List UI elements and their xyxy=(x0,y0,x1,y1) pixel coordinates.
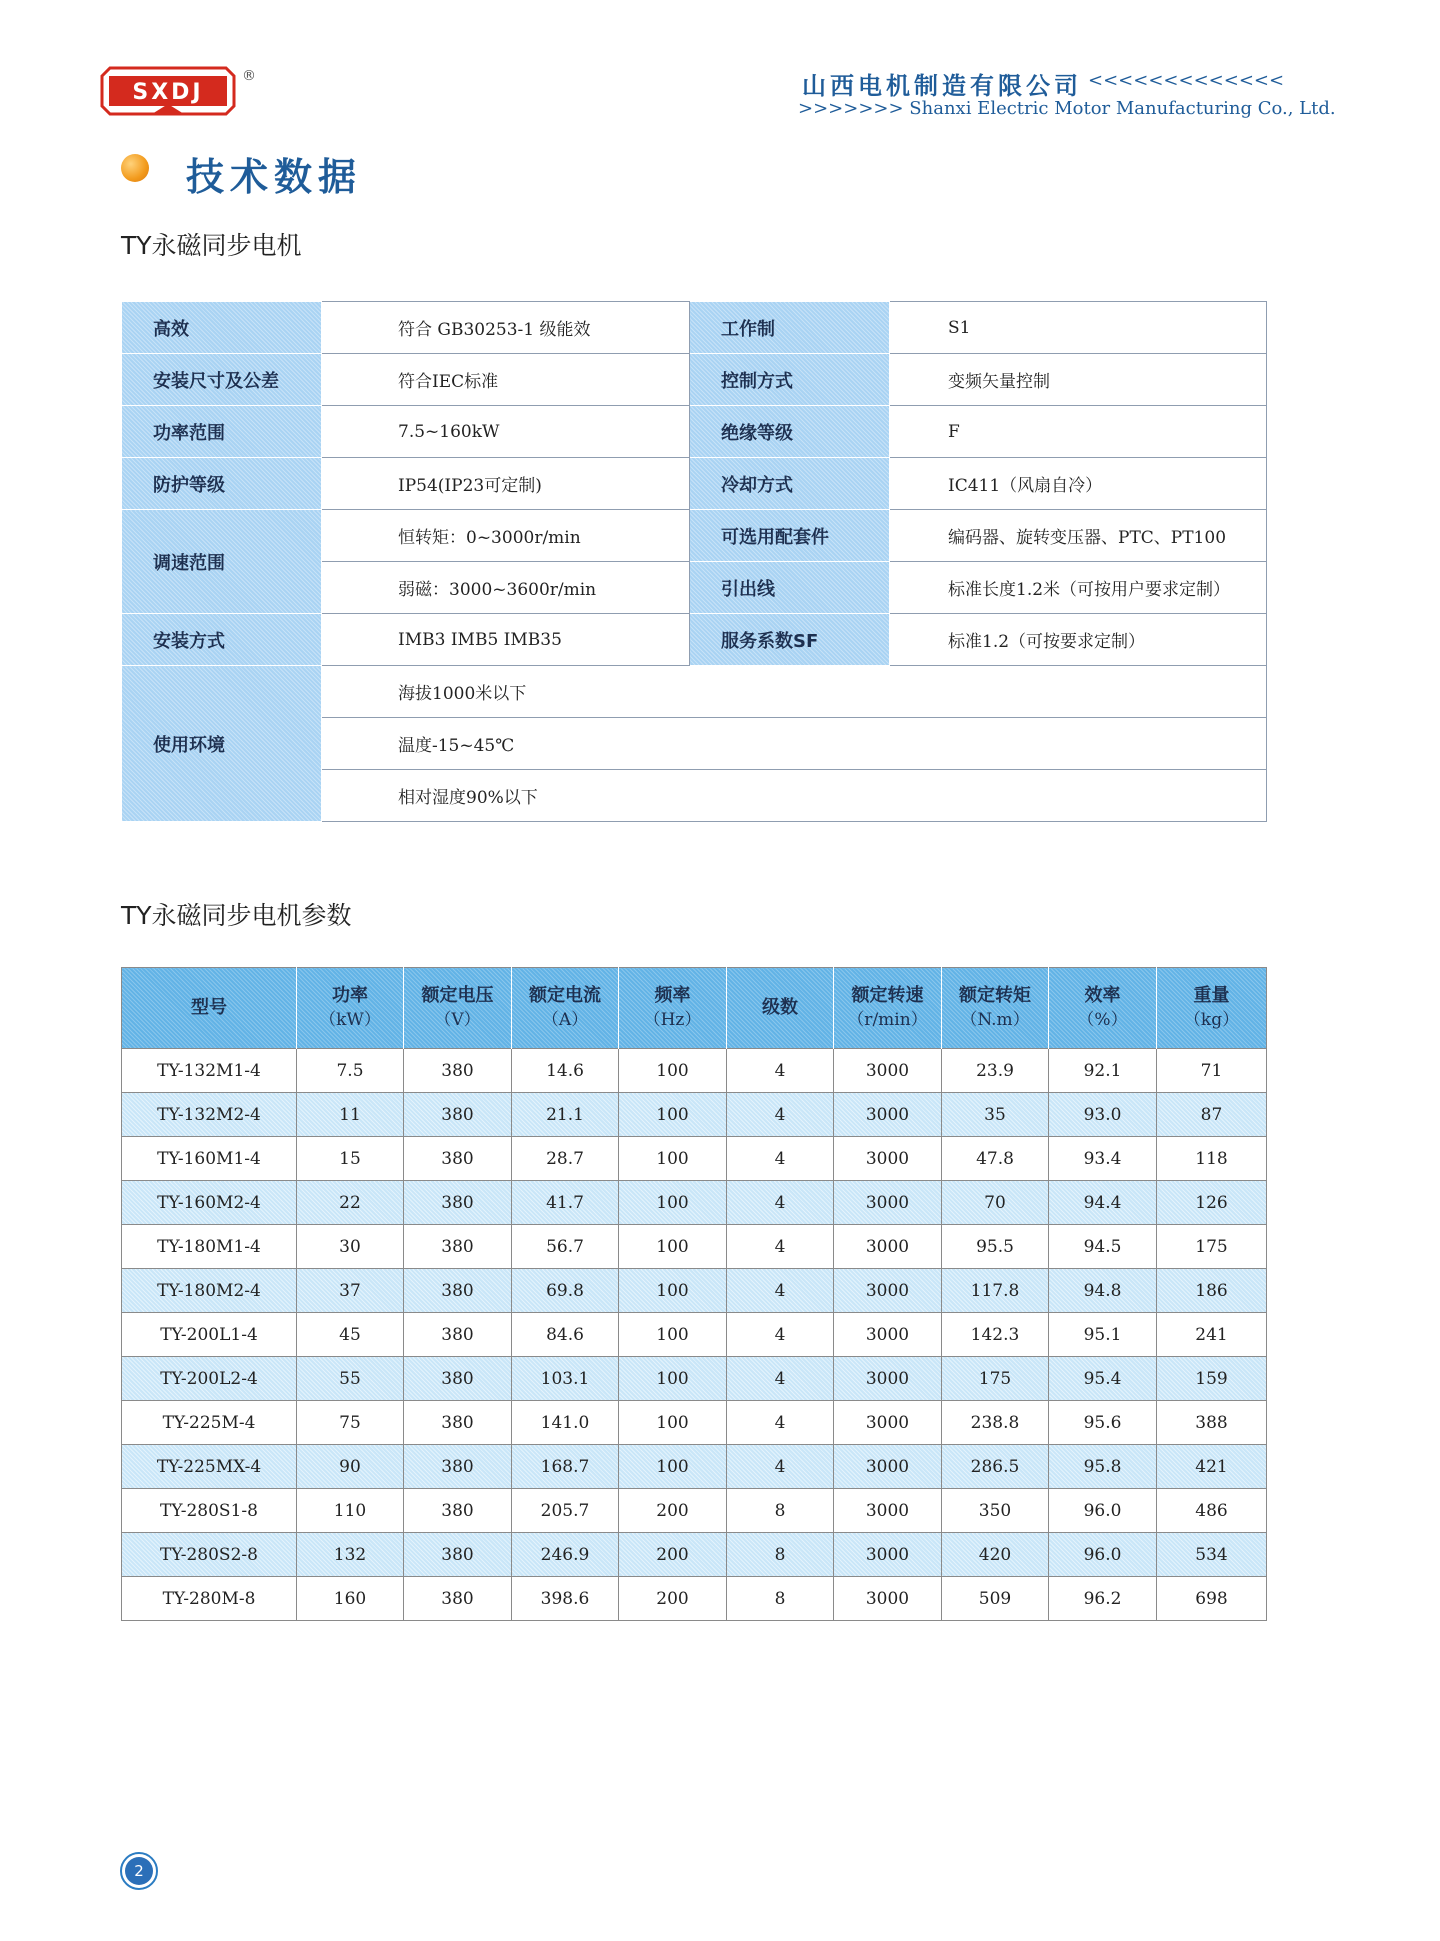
table-cell: 69.8 xyxy=(512,1269,619,1313)
table-cell: 96.0 xyxy=(1049,1533,1157,1577)
spec-label: 防护等级 xyxy=(122,458,322,510)
table-cell: TY-180M2-4 xyxy=(122,1269,297,1313)
column-header xyxy=(297,968,404,1049)
table-cell: 4 xyxy=(727,1137,834,1181)
spec-value: 7.5~160kW xyxy=(322,406,690,458)
table-cell: 3000 xyxy=(834,1533,942,1577)
table-cell: 95.6 xyxy=(1049,1401,1157,1445)
table-cell: 15 xyxy=(297,1137,404,1181)
table-cell: 28.7 xyxy=(512,1137,619,1181)
table-cell: 100 xyxy=(619,1445,727,1489)
table-row xyxy=(122,1093,1267,1137)
column-header-label: 频率 xyxy=(654,985,691,1006)
table-cell: 96.0 xyxy=(1049,1489,1157,1533)
spec-row xyxy=(122,458,1267,510)
table-cell: 7.5 xyxy=(297,1049,404,1093)
table-cell: 100 xyxy=(619,1313,727,1357)
spec-label: 功率范围 xyxy=(122,406,322,458)
table-cell: 241 xyxy=(1157,1313,1267,1357)
table-cell: 90 xyxy=(297,1445,404,1489)
table-cell: 70 xyxy=(942,1181,1049,1225)
table-cell: 4 xyxy=(727,1313,834,1357)
spec-label: 服务系数SF xyxy=(690,614,890,666)
spec-value: F xyxy=(890,406,1267,458)
table-cell: 4 xyxy=(727,1093,834,1137)
company-logo xyxy=(100,66,236,118)
table-cell: 141.0 xyxy=(512,1401,619,1445)
table-cell: 11 xyxy=(297,1093,404,1137)
table-cell: 3000 xyxy=(834,1093,942,1137)
table-cell: 56.7 xyxy=(512,1225,619,1269)
table-row xyxy=(122,1269,1267,1313)
table-cell: 3000 xyxy=(834,1489,942,1533)
column-header-unit: （r/min） xyxy=(847,1010,928,1030)
company-name-en: >>>>>>> Shanxi Electric Motor Manufacturing Co., Ltd. xyxy=(798,98,1336,119)
table-cell: 110 xyxy=(297,1489,404,1533)
table-cell: 14.6 xyxy=(512,1049,619,1093)
table-cell: 380 xyxy=(404,1313,512,1357)
registered-mark: ® xyxy=(242,68,256,84)
table-cell: 3000 xyxy=(834,1445,942,1489)
table-cell: 534 xyxy=(1157,1533,1267,1577)
spec-label: 调速范围 xyxy=(122,510,322,614)
table-cell: TY-160M1-4 xyxy=(122,1137,297,1181)
table-cell: 398.6 xyxy=(512,1577,619,1621)
table-row xyxy=(122,1049,1267,1093)
table-cell: 380 xyxy=(404,1093,512,1137)
spec-value: 恒转矩：0~3000r/min xyxy=(322,510,690,562)
table-cell: 3000 xyxy=(834,1577,942,1621)
table-cell: 95.1 xyxy=(1049,1313,1157,1357)
table-cell: 92.1 xyxy=(1049,1049,1157,1093)
table-cell: 238.8 xyxy=(942,1401,1049,1445)
table-cell: 205.7 xyxy=(512,1489,619,1533)
table-cell: 186 xyxy=(1157,1269,1267,1313)
spec-row xyxy=(122,510,1267,562)
table-cell: 3000 xyxy=(834,1313,942,1357)
table-cell: TY-280S1-8 xyxy=(122,1489,297,1533)
spec-label: 冷却方式 xyxy=(690,458,890,510)
table-cell: 388 xyxy=(1157,1401,1267,1445)
table-cell: 159 xyxy=(1157,1357,1267,1401)
table-cell: 37 xyxy=(297,1269,404,1313)
table-cell: 3000 xyxy=(834,1137,942,1181)
column-header xyxy=(1157,968,1267,1049)
table-cell: 94.4 xyxy=(1049,1181,1157,1225)
table-cell: 175 xyxy=(1157,1225,1267,1269)
spec-value: 符合IEC标准 xyxy=(322,354,690,406)
table-cell: 200 xyxy=(619,1489,727,1533)
table-cell: 168.7 xyxy=(512,1445,619,1489)
column-header xyxy=(619,968,727,1049)
table-cell: 75 xyxy=(297,1401,404,1445)
table-cell: TY-180M1-4 xyxy=(122,1225,297,1269)
table-cell: 118 xyxy=(1157,1137,1267,1181)
table-cell: 4 xyxy=(727,1357,834,1401)
table-cell: 3000 xyxy=(834,1269,942,1313)
table-cell: 175 xyxy=(942,1357,1049,1401)
table-cell: 132 xyxy=(297,1533,404,1577)
table-cell: 3000 xyxy=(834,1357,942,1401)
table-cell: 126 xyxy=(1157,1181,1267,1225)
table-cell: 200 xyxy=(619,1533,727,1577)
table-cell: 96.2 xyxy=(1049,1577,1157,1621)
table-cell: 380 xyxy=(404,1049,512,1093)
table-cell: 100 xyxy=(619,1357,727,1401)
table-cell: 100 xyxy=(619,1225,727,1269)
page-number-badge xyxy=(120,1852,158,1890)
spec-label: 工作制 xyxy=(690,302,890,354)
column-header-label: 效率 xyxy=(1084,985,1121,1006)
column-header-label: 功率 xyxy=(332,985,368,1006)
column-header-unit: （kW） xyxy=(319,1010,381,1030)
table-row xyxy=(122,1357,1267,1401)
table-cell: 142.3 xyxy=(942,1313,1049,1357)
table-cell: TY-225MX-4 xyxy=(122,1445,297,1489)
table-cell: 93.4 xyxy=(1049,1137,1157,1181)
spec-label: 引出线 xyxy=(690,562,890,614)
table-cell: 95.5 xyxy=(942,1225,1049,1269)
table-row xyxy=(122,1181,1267,1225)
table-cell: 420 xyxy=(942,1533,1049,1577)
spec-label: 可选用配套件 xyxy=(690,510,890,562)
table-cell: 95.4 xyxy=(1049,1357,1157,1401)
table-cell: 3000 xyxy=(834,1225,942,1269)
spec-value: 编码器、旋转变压器、PTC、PT100 xyxy=(890,510,1267,562)
table-row xyxy=(122,1533,1267,1577)
column-header-unit: （kg） xyxy=(1183,1010,1240,1030)
params-body xyxy=(122,1049,1267,1621)
table-cell: 100 xyxy=(619,1137,727,1181)
column-header-label: 级数 xyxy=(762,997,798,1018)
column-header xyxy=(727,968,834,1049)
table-cell: 380 xyxy=(404,1489,512,1533)
spec-value: 弱磁：3000~3600r/min xyxy=(322,562,690,614)
column-header xyxy=(942,968,1049,1049)
column-header-unit: （V） xyxy=(434,1010,481,1030)
table-cell: 4 xyxy=(727,1225,834,1269)
column-header-unit: （Hz） xyxy=(643,1010,702,1030)
table-cell: 100 xyxy=(619,1181,727,1225)
table-cell: 71 xyxy=(1157,1049,1267,1093)
table-cell: 509 xyxy=(942,1577,1049,1621)
table-cell: 200 xyxy=(619,1577,727,1621)
spec-value: 标准长度1.2米（可按用户要求定制） xyxy=(890,562,1267,614)
company-name-cn: 山西电机制造有限公司 xyxy=(802,72,1082,100)
table-cell: TY-160M2-4 xyxy=(122,1181,297,1225)
decorative-arrows: <<<<<<<<<<<<< xyxy=(1088,70,1285,91)
table-row xyxy=(122,1489,1267,1533)
spec-label: 高效 xyxy=(122,302,322,354)
env-value: 海拔1000米以下 xyxy=(322,666,1267,718)
spec-value: S1 xyxy=(890,302,1267,354)
table-cell: 4 xyxy=(727,1401,834,1445)
table-cell: 4 xyxy=(727,1445,834,1489)
column-header xyxy=(834,968,942,1049)
params-header-row xyxy=(122,968,1267,1049)
table-row xyxy=(122,1137,1267,1181)
table-cell: 246.9 xyxy=(512,1533,619,1577)
table-cell: TY-280S2-8 xyxy=(122,1533,297,1577)
spec-value: IP54(IP23可定制) xyxy=(322,458,690,510)
table-cell: 35 xyxy=(942,1093,1049,1137)
column-header-label: 重量 xyxy=(1193,985,1230,1006)
table-row xyxy=(122,1445,1267,1489)
column-header-label: 额定转矩 xyxy=(959,985,1031,1006)
table-cell: 22 xyxy=(297,1181,404,1225)
table-cell: TY-132M2-4 xyxy=(122,1093,297,1137)
spec-row xyxy=(122,302,1267,354)
table-cell: 8 xyxy=(727,1533,834,1577)
table-row xyxy=(122,1225,1267,1269)
spec-row xyxy=(122,614,1267,666)
column-header-unit: （A） xyxy=(541,1010,589,1030)
table-cell: 93.0 xyxy=(1049,1093,1157,1137)
table-row xyxy=(122,1401,1267,1445)
table-cell: 30 xyxy=(297,1225,404,1269)
spec-value: IMB3 IMB5 IMB35 xyxy=(322,614,690,666)
table-cell: 698 xyxy=(1157,1577,1267,1621)
column-header xyxy=(122,968,297,1049)
table-cell: 380 xyxy=(404,1533,512,1577)
spec-value: 标准1.2（可按要求定制） xyxy=(890,614,1267,666)
column-header-label: 型号 xyxy=(191,997,227,1018)
table-cell: 3000 xyxy=(834,1401,942,1445)
table-cell: 380 xyxy=(404,1225,512,1269)
spec-label: 安装方式 xyxy=(122,614,322,666)
table-cell: 8 xyxy=(727,1489,834,1533)
table-cell: 94.8 xyxy=(1049,1269,1157,1313)
table-cell: 41.7 xyxy=(512,1181,619,1225)
spec-row xyxy=(122,406,1267,458)
logo-text: SXDJ xyxy=(132,80,204,105)
table-cell: TY-200L1-4 xyxy=(122,1313,297,1357)
column-header-label: 额定转速 xyxy=(851,985,924,1006)
table-cell: 84.6 xyxy=(512,1313,619,1357)
table-cell: 103.1 xyxy=(512,1357,619,1401)
table-cell: 380 xyxy=(404,1577,512,1621)
column-header xyxy=(404,968,512,1049)
table-cell: 160 xyxy=(297,1577,404,1621)
spec-value: 符合 GB30253-1 级能效 xyxy=(322,302,690,354)
env-value: 相对湿度90%以下 xyxy=(322,770,1267,822)
table-cell: 4 xyxy=(727,1181,834,1225)
table-cell: 380 xyxy=(404,1137,512,1181)
column-header-unit: （%） xyxy=(1077,1010,1128,1030)
table-cell: 380 xyxy=(404,1357,512,1401)
column-header-label: 额定电压 xyxy=(421,985,494,1006)
column-header-label: 额定电流 xyxy=(529,985,601,1006)
table-cell: 4 xyxy=(727,1049,834,1093)
table-cell: 421 xyxy=(1157,1445,1267,1489)
table-cell: 55 xyxy=(297,1357,404,1401)
table-cell: 47.8 xyxy=(942,1137,1049,1181)
table-cell: 486 xyxy=(1157,1489,1267,1533)
table-cell: 23.9 xyxy=(942,1049,1049,1093)
spec-table xyxy=(121,301,1267,822)
table-cell: 117.8 xyxy=(942,1269,1049,1313)
table-cell: 87 xyxy=(1157,1093,1267,1137)
column-header-unit: （N.m） xyxy=(960,1010,1030,1030)
table-cell: TY-280M-8 xyxy=(122,1577,297,1621)
table-cell: 286.5 xyxy=(942,1445,1049,1489)
env-row xyxy=(122,666,1267,718)
column-header xyxy=(1049,968,1157,1049)
spec-label: 绝缘等级 xyxy=(690,406,890,458)
section-title: 技术数据 xyxy=(186,155,363,199)
spec-value: 变频矢量控制 xyxy=(890,354,1267,406)
spec-value: IC411（风扇自冷） xyxy=(890,458,1267,510)
table-cell: 95.8 xyxy=(1049,1445,1157,1489)
spec-row xyxy=(122,354,1267,406)
table-cell: TY-132M1-4 xyxy=(122,1049,297,1093)
table-cell: 380 xyxy=(404,1401,512,1445)
table-cell: 3000 xyxy=(834,1049,942,1093)
table-cell: 100 xyxy=(619,1401,727,1445)
table-cell: 380 xyxy=(404,1445,512,1489)
table-cell: 8 xyxy=(727,1577,834,1621)
table-cell: 100 xyxy=(619,1269,727,1313)
orange-bullet-icon xyxy=(121,154,149,182)
table-row xyxy=(122,1313,1267,1357)
column-header xyxy=(512,968,619,1049)
env-value: 温度-15~45℃ xyxy=(322,718,1267,770)
table-cell: 100 xyxy=(619,1049,727,1093)
page-number: 2 xyxy=(125,1857,153,1885)
env-label: 使用环境 xyxy=(122,666,322,822)
spec-table-title: TY永磁同步电机 xyxy=(121,231,302,260)
table-cell: 94.5 xyxy=(1049,1225,1157,1269)
table-cell: TY-225M-4 xyxy=(122,1401,297,1445)
table-row xyxy=(122,1577,1267,1621)
table-cell: 3000 xyxy=(834,1181,942,1225)
table-cell: 45 xyxy=(297,1313,404,1357)
table-cell: 21.1 xyxy=(512,1093,619,1137)
table-cell: 100 xyxy=(619,1093,727,1137)
table-cell: 380 xyxy=(404,1269,512,1313)
table-cell: 350 xyxy=(942,1489,1049,1533)
params-table-title: TY永磁同步电机参数 xyxy=(121,901,352,930)
spec-label: 安装尺寸及公差 xyxy=(122,354,322,406)
table-cell: 4 xyxy=(727,1269,834,1313)
table-cell: TY-200L2-4 xyxy=(122,1357,297,1401)
table-cell: 380 xyxy=(404,1181,512,1225)
spec-label: 控制方式 xyxy=(690,354,890,406)
params-table xyxy=(121,967,1267,1621)
